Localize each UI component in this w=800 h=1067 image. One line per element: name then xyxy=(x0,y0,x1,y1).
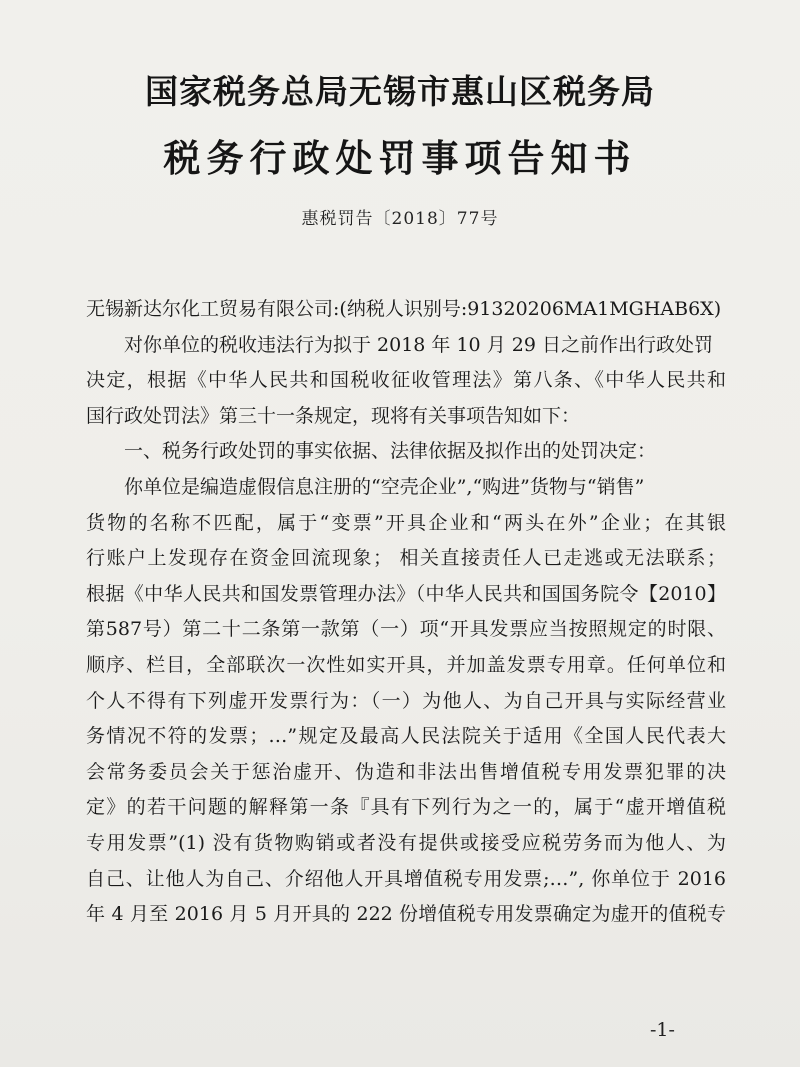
body-line: 个人不得有下列虚开发票行为：（一）为他人、为自己开具与实际经营业 xyxy=(86,689,726,712)
recipient-line: 无锡新达尔化工贸易有限公司:(纳税人识别号:91320206MA1MGHAB6X) xyxy=(86,298,722,320)
body-line: 年 4 月至 2016 月 5 月开具的 222 份增值税专用发票确定为虚开的值税专 xyxy=(86,903,726,926)
body-line: 第587号）第二十二条第一款第（一）项“开具发票应当按照规定的时限、 xyxy=(86,618,726,641)
body-line: 行账户上发现存在资金回流现象； 相关直接责任人已走逃或无法联系； xyxy=(86,547,726,570)
document-body xyxy=(86,292,726,933)
document-title: 税务行政处罚事项告知书 xyxy=(163,137,637,180)
body-line: 定》的若干问题的解释第一条『具有下列行为之一的，属于“虚开增值税 xyxy=(86,796,726,819)
body-line: 决定，根据《中华人民共和国税收征收管理法》第八条、《中华人民共和 xyxy=(86,369,726,392)
body-line: 国行政处罚法》第三十一条规定，现将有关事项告知如下： xyxy=(86,404,581,427)
body-line: 你单位是编造虚假信息注册的“空壳企业”,“购进”货物与“销售” xyxy=(124,475,645,498)
section-heading: 一、税务行政处罚的事实依据、法律依据及拟作出的处罚决定： xyxy=(124,440,657,463)
body-line: 根据《中华人民共和国发票管理办法》（中华人民共和国国务院令【2010】 xyxy=(86,582,726,605)
body-line: 自己、让他人为自己、介绍他人开具增值税专用发票;…”, 你单位于 2016 xyxy=(86,867,726,890)
body-line: 会常务委员会关于惩治虚开、伪造和非法出售增值税专用发票犯罪的决 xyxy=(86,760,726,783)
page-number: -1- xyxy=(650,1019,675,1041)
body-line: 顺序、栏目，全部联次一次性如实开具，并加盖发票专用章。任何单位和 xyxy=(86,653,726,676)
agency-title: 国家税务总局无锡市惠山区税务局 xyxy=(145,72,655,111)
body-line: 货物的名称不匹配，属于“变票”开具企业和“两头在外”企业；在其银 xyxy=(86,511,726,534)
document-number: 惠税罚告〔2018〕77号 xyxy=(301,209,499,229)
body-line: 专用发票”(1) 没有货物购销或者没有提供或接受应税劳务而为他人、为 xyxy=(86,831,726,854)
body-line: 务情况不符的发票；…”规定及最高人民法院关于适用《全国人民代表大 xyxy=(86,725,726,748)
body-line: 对你单位的税收违法行为拟于 2018 年 10 月 29 日之前作出行政处罚 xyxy=(124,333,713,356)
